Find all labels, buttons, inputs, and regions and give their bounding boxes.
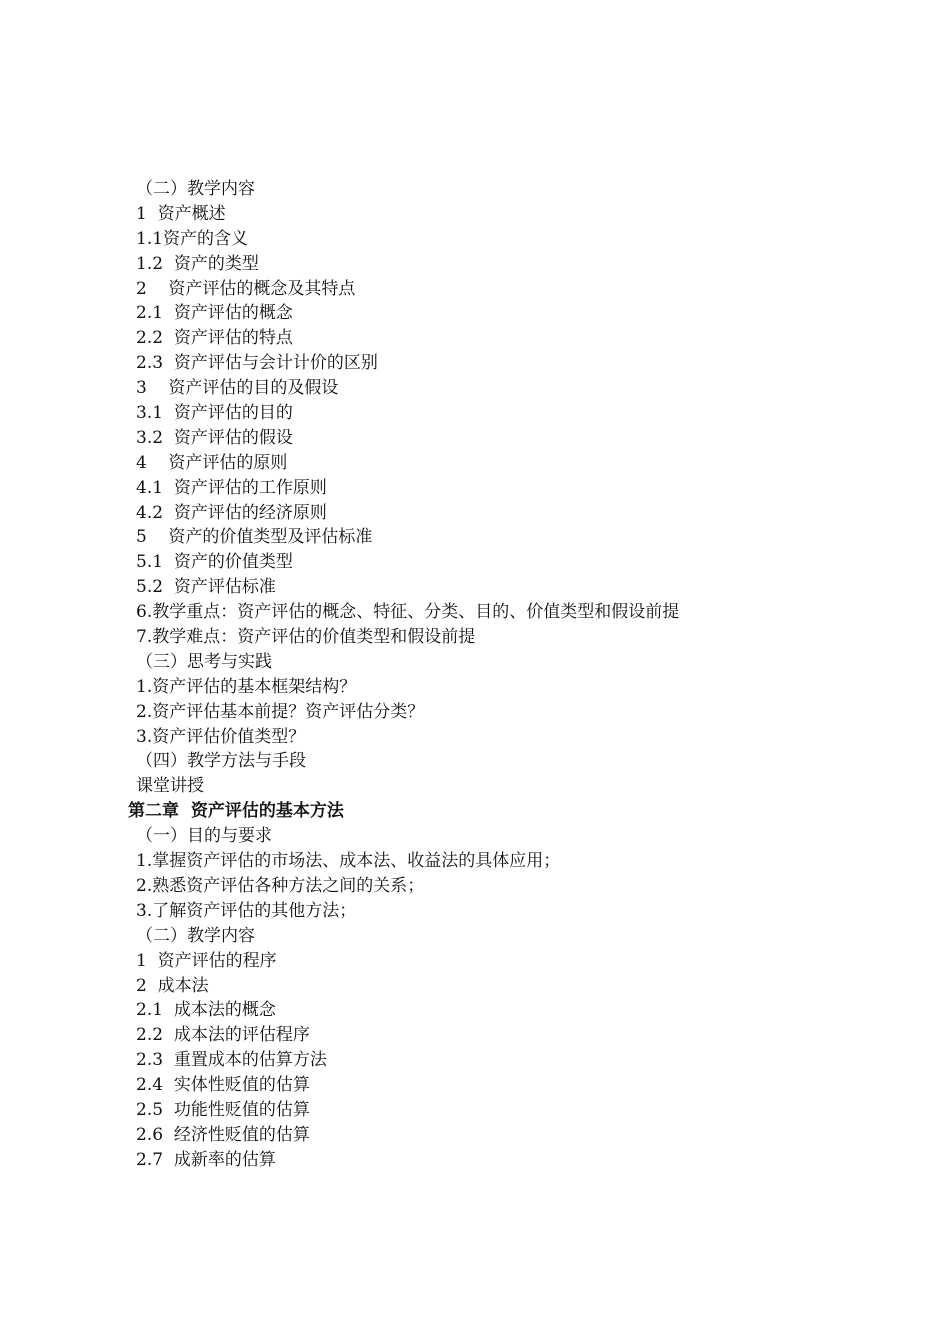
text-line: 2.2 资产评估的特点 xyxy=(136,328,293,349)
text-line: 1.1资产的含义 xyxy=(136,228,249,249)
chapter-heading: 第二章 资产评估的基本方法 xyxy=(128,801,344,822)
text-line: 2.2 成本法的评估程序 xyxy=(136,1025,310,1046)
text-line: 3.1 资产评估的目的 xyxy=(136,403,293,424)
text-line: 2.1 成本法的概念 xyxy=(136,1000,276,1021)
text-line: 2.熟悉资产评估各种方法之间的关系； xyxy=(136,875,425,896)
text-line: 3.资产评估价值类型？ xyxy=(136,726,306,747)
text-line: 6.教学重点：资产评估的概念、特征、分类、目的、价值类型和假设前提 xyxy=(136,602,680,623)
text-line: 4.2 资产评估的经济原则 xyxy=(136,502,327,523)
document-body xyxy=(128,177,888,1173)
text-line: （二）教学内容 xyxy=(136,925,255,946)
text-line: 4.1 资产评估的工作原则 xyxy=(136,477,327,498)
text-line: 5.2 资产评估标准 xyxy=(136,577,276,598)
text-line: 5 资产的价值类型及评估标准 xyxy=(136,527,373,548)
text-line: （三）思考与实践 xyxy=(136,651,272,672)
text-line: 1.2 资产的类型 xyxy=(136,253,259,274)
text-line: 2.6 经济性贬值的估算 xyxy=(136,1124,310,1145)
text-line: 7.教学难点：资产评估的价值类型和假设前提 xyxy=(136,627,476,648)
text-line: （一）目的与要求 xyxy=(136,826,272,847)
text-line: 2.资产评估基本前提？资产评估分类？ xyxy=(136,701,425,722)
text-line: 3.了解资产评估的其他方法； xyxy=(136,900,357,921)
text-line: 1 资产概述 xyxy=(136,203,226,224)
text-line: 课堂讲授 xyxy=(136,776,204,797)
text-line: （四）教学方法与手段 xyxy=(136,751,306,772)
text-line: 2.4 实体性贬值的估算 xyxy=(136,1075,310,1096)
text-line: 2 成本法 xyxy=(136,975,209,996)
text-line: 3.2 资产评估的假设 xyxy=(136,427,293,448)
text-line: 1.掌握资产评估的市场法、成本法、收益法的具体应用； xyxy=(136,851,561,872)
text-line: 2.1 资产评估的概念 xyxy=(136,303,293,324)
text-line: 5.1 资产的价值类型 xyxy=(136,552,293,573)
text-line: 1 资产评估的程序 xyxy=(136,950,277,971)
text-line: 2.5 功能性贬值的估算 xyxy=(136,1099,310,1120)
text-line: 3 资产评估的目的及假设 xyxy=(136,378,339,399)
text-line: 2.3 重置成本的估算方法 xyxy=(136,1050,327,1071)
text-line: 2.3 资产评估与会计计价的区别 xyxy=(136,353,378,374)
text-line: 2.7 成新率的估算 xyxy=(136,1149,276,1170)
text-line: 1.资产评估的基本框架结构？ xyxy=(136,676,357,697)
text-line: 4 资产评估的原则 xyxy=(136,452,288,473)
text-line: 2 资产评估的概念及其特点 xyxy=(136,278,356,299)
text-line: （二）教学内容 xyxy=(136,179,255,199)
